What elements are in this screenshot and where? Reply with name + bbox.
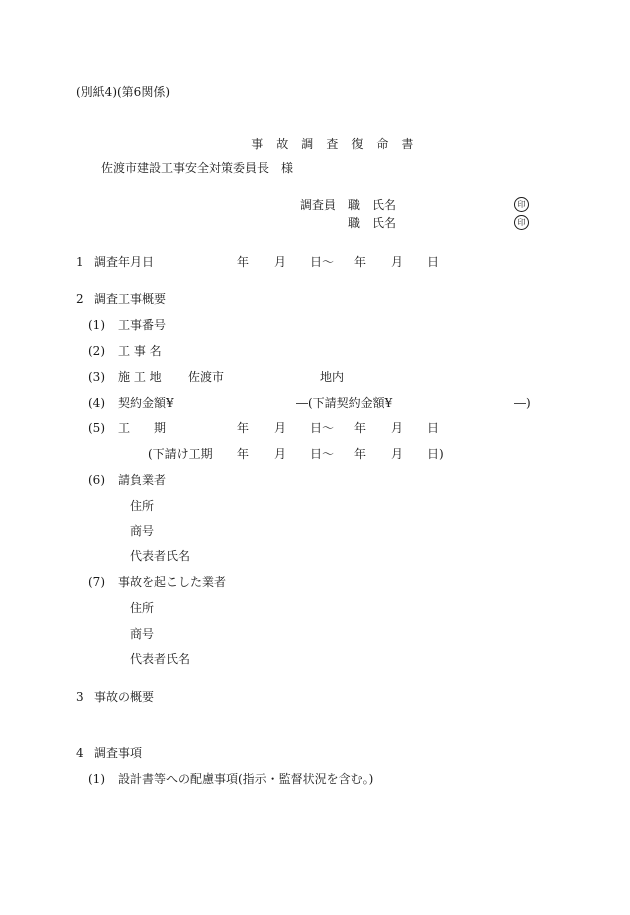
item-number: (3) <box>88 370 105 384</box>
item-number: (1) <box>88 772 105 786</box>
construction-site-label: 施 工 地 <box>118 370 162 384</box>
subcontract-amount-end: ―) <box>514 396 531 410</box>
item-number: (7) <box>88 575 105 589</box>
period-day-2: 日 <box>427 421 440 435</box>
site-suffix: 地内 <box>320 370 345 384</box>
seal-mark-1: 印 <box>514 197 529 212</box>
construction-number-label: 工事番号 <box>118 318 167 332</box>
construction-period-label: 工 期 <box>118 421 167 435</box>
investigator-row-1: 職 氏名 <box>348 198 397 212</box>
title-char: 命 <box>376 137 389 151</box>
seal-mark-2: 印 <box>514 215 529 230</box>
period-month: 月 <box>274 421 287 435</box>
date-day-2: 日 <box>427 255 440 269</box>
sub-period-month: 月 <box>274 447 287 461</box>
item-number: (4) <box>88 396 105 410</box>
date-year: 年 <box>237 255 250 269</box>
period-year-2: 年 <box>354 421 367 435</box>
title-char: 調 <box>301 137 314 151</box>
item-number: (2) <box>88 344 105 358</box>
accident-contractor-address-label: 住所 <box>130 601 155 615</box>
design-consideration-label: 設計書等への配慮事項(指示・監督状況を含む。) <box>118 772 374 786</box>
accident-contractor-trade-name-label: 商号 <box>130 627 155 641</box>
section-2-number: 2 <box>76 292 84 306</box>
investigation-items-label: 調査事項 <box>94 746 143 760</box>
contractor-address-label: 住所 <box>130 499 155 513</box>
item-number: (5) <box>88 421 105 435</box>
investigator-row-2: 職 氏名 <box>348 216 397 230</box>
sub-period-day-tilde: 日〜 <box>310 447 335 461</box>
date-month: 月 <box>274 255 287 269</box>
construction-name-label: 工 事 名 <box>118 344 162 358</box>
contractor-trade-name-label: 商号 <box>130 524 155 538</box>
period-year: 年 <box>237 421 250 435</box>
contract-amount-label: 契約金額¥ <box>118 396 174 410</box>
date-year-2: 年 <box>354 255 367 269</box>
document-title <box>236 123 426 165</box>
section-1-number: 1 <box>76 255 84 269</box>
section-1-label: 調査年月日 <box>94 255 155 269</box>
sub-period-day-2: 日) <box>427 447 444 461</box>
accident-contractor-label: 事故を起こした業者 <box>118 575 227 589</box>
section-3-number: 3 <box>76 690 84 704</box>
accident-contractor-representative-label: 代表者氏名 <box>130 652 191 666</box>
accident-overview-label: 事故の概要 <box>94 690 155 704</box>
contractor-representative-label: 代表者氏名 <box>130 549 191 563</box>
addressee: 佐渡市建設工事安全対策委員長 様 <box>101 161 294 175</box>
section-4-number: 4 <box>76 746 84 760</box>
period-month-2: 月 <box>391 421 404 435</box>
reference-label: (別紙4)(第6関係) <box>76 85 170 99</box>
investigator-label: 調査員 <box>300 198 337 212</box>
section-2-label: 調査工事概要 <box>94 292 167 306</box>
item-number: (6) <box>88 473 105 487</box>
item-number: (1) <box>88 318 105 332</box>
site-city: 佐渡市 <box>188 370 225 384</box>
sub-period-year-2: 年 <box>354 447 367 461</box>
date-month-2: 月 <box>391 255 404 269</box>
date-day-tilde: 日〜 <box>310 255 335 269</box>
title-char: 書 <box>401 137 414 151</box>
contractor-label: 請負業者 <box>118 473 167 487</box>
sub-period-year: 年 <box>237 447 250 461</box>
period-day-tilde: 日〜 <box>310 421 335 435</box>
subcontract-amount-label: ―(下請契約金額¥ <box>296 396 393 410</box>
subcontract-period-label: (下請け工期 <box>148 447 213 461</box>
title-char: 査 <box>326 137 339 151</box>
title-char: 事 <box>251 137 264 151</box>
title-char: 故 <box>276 137 289 151</box>
sub-period-month-2: 月 <box>391 447 404 461</box>
title-char: 復 <box>351 137 364 151</box>
